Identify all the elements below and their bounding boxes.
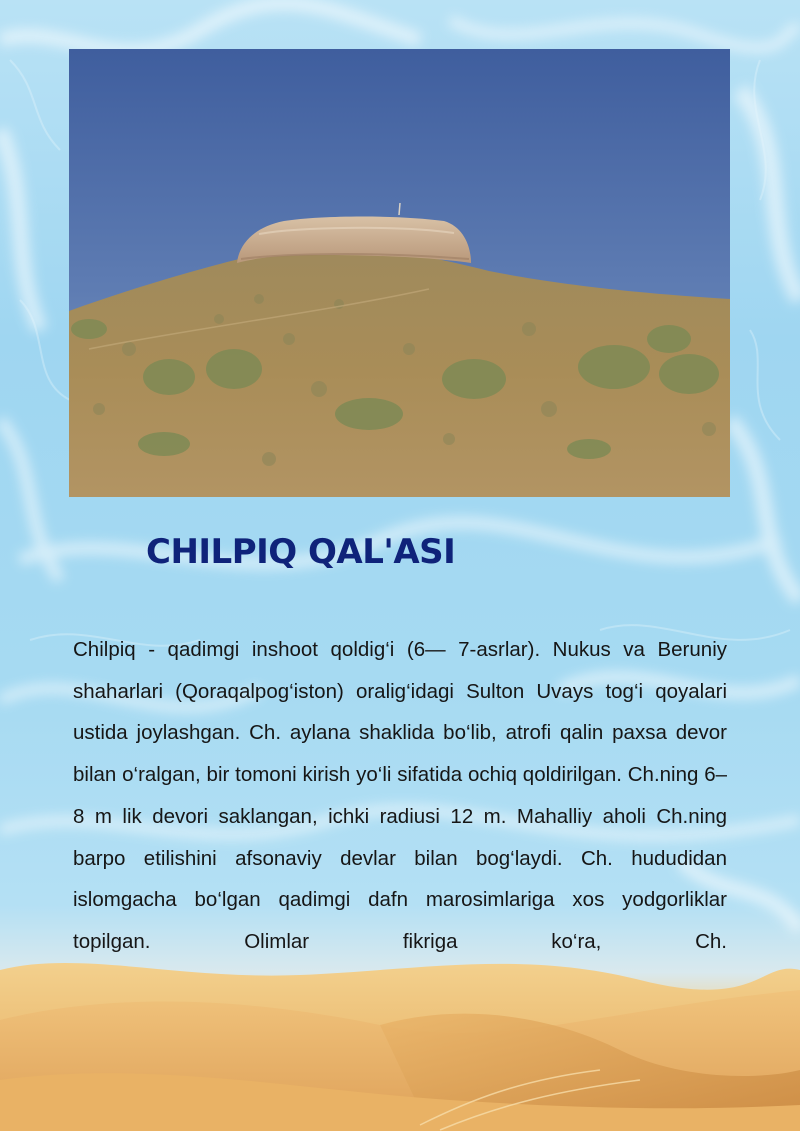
document-title: CHILPIQ QAL'ASI	[146, 532, 456, 572]
fortress-photo	[69, 49, 730, 497]
body-paragraph: Chilpiq - qadimgi inshoot qoldig‘i (6— 7-asrlar). Nukus va Beruniy shaharlari (Qoraqalpog‘iston) oralig‘idagi Sulton Uvays tog‘i qoyalari ustida joylashgan. Ch. aylana shaklida bo‘lib, atrofi qalin paxsa devor bilan o‘ralgan, bir tomoni kirish yo‘li sifatida ochiq qoldirilgan. Ch.ning 6–8 m lik devori saklangan, ichki radiusi 12 m. Mahalliy aholi Ch.ning barpo etilishini afsonaviy devlar bilan bog‘laydi. Ch. hududidan islomgacha bo‘lgan qadimgi dafn marosimlariga xos yodgorliklar topilgan. Olimlar fikriga ko‘ra, Ch.	[73, 638, 727, 953]
